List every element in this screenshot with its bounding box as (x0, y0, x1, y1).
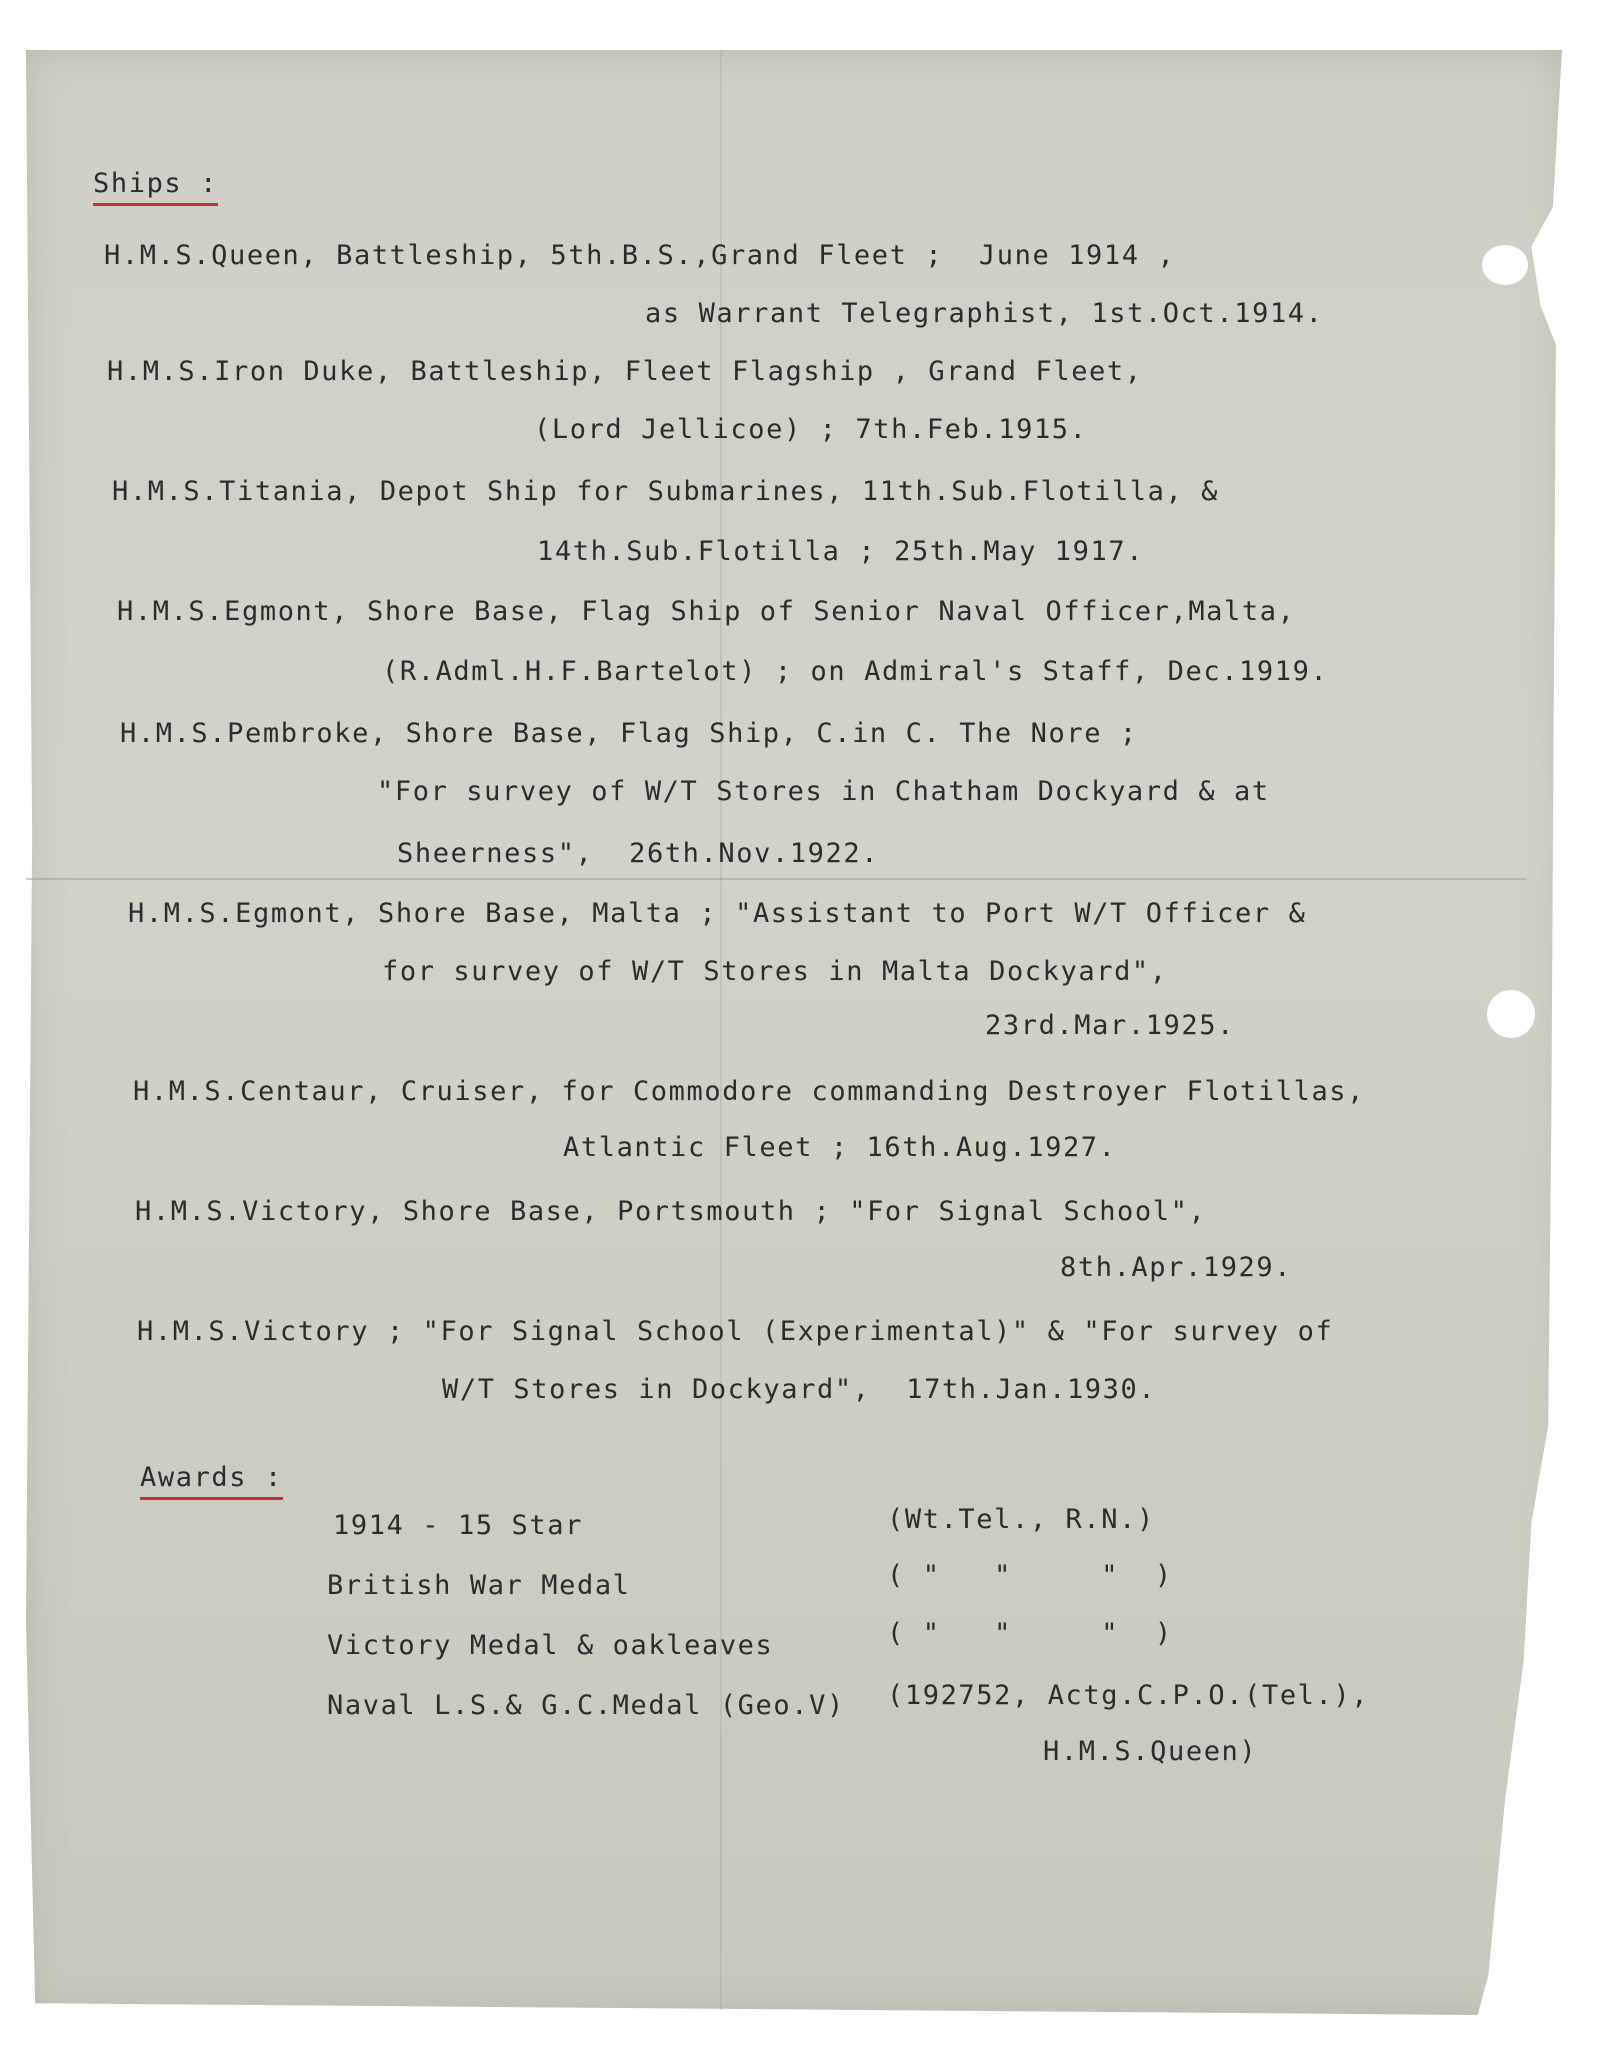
award-detail: (Wt.Tel., R.N.) (887, 1504, 1155, 1535)
ship-entry-line: W/T Stores in Dockyard", 17th.Jan.1930. (442, 1374, 1157, 1405)
award-medal: 1914 - 15 Star (333, 1510, 583, 1541)
punch-hole (1487, 990, 1535, 1038)
ship-entry-line: 8th.Apr.1929. (1060, 1252, 1293, 1283)
ship-entry-line: Atlantic Fleet ; 16th.Aug.1927. (563, 1132, 1117, 1163)
award-medal: Victory Medal & oakleaves (327, 1630, 774, 1661)
ship-entry-line: 23rd.Mar.1925. (985, 1010, 1235, 1041)
ship-entry-line: 14th.Sub.Flotilla ; 25th.May 1917. (537, 536, 1145, 567)
ship-entry-line: H.M.S.Egmont, Shore Base, Flag Ship of Senior Naval Officer,Malta, (117, 596, 1296, 627)
award-detail: H.M.S.Queen) (1043, 1736, 1258, 1767)
ship-entry-line: for survey of W/T Stores in Malta Dockyard", (382, 956, 1168, 987)
fold-crease (26, 878, 1526, 880)
award-detail: ( " " " ) (887, 1618, 1173, 1649)
ship-entry-line: (Lord Jellicoe) ; 7th.Feb.1915. (534, 414, 1088, 445)
ship-entry-line: H.M.S.Pembroke, Shore Base, Flag Ship, C.in C. The Nore ; (120, 718, 1138, 749)
award-detail: (192752, Actg.C.P.O.(Tel.), (887, 1680, 1370, 1711)
ship-entry-line: H.M.S.Egmont, Shore Base, Malta ; "Assistant to Port W/T Officer & (128, 898, 1307, 929)
punch-hole (1482, 245, 1528, 285)
ship-entry-line: (R.Adml.H.F.Bartelot) ; on Admiral's Staff, Dec.1919. (382, 656, 1329, 687)
ship-entry-line: H.M.S.Victory, Shore Base, Portsmouth ; "For Signal School", (135, 1196, 1207, 1227)
ships-heading: Ships : (93, 168, 218, 206)
ship-entry-line: H.M.S.Queen, Battleship, 5th.B.S.,Grand Fleet ; June 1914 , (104, 240, 1176, 271)
award-medal: British War Medal (327, 1570, 631, 1601)
ship-entry-line: "For survey of W/T Stores in Chatham Dockyard & at (377, 776, 1270, 807)
ship-entry-line: H.M.S.Victory ; "For Signal School (Experimental)" & "For survey of (137, 1316, 1334, 1347)
award-detail: ( " " " ) (887, 1560, 1173, 1591)
ship-entry-line: as Warrant Telegraphist, 1st.Oct.1914. (645, 298, 1324, 329)
awards-heading: Awards : (140, 1462, 283, 1500)
ship-entry-line: H.M.S.Centaur, Cruiser, for Commodore commanding Destroyer Flotillas, (133, 1076, 1366, 1107)
award-medal: Naval L.S.& G.C.Medal (Geo.V) (327, 1690, 845, 1721)
ship-entry-line: Sheerness", 26th.Nov.1922. (397, 838, 880, 869)
ship-entry-line: H.M.S.Iron Duke, Battleship, Fleet Flagship , Grand Fleet, (107, 356, 1143, 387)
ship-entry-line: H.M.S.Titania, Depot Ship for Submarines, 11th.Sub.Flotilla, & (112, 476, 1220, 507)
